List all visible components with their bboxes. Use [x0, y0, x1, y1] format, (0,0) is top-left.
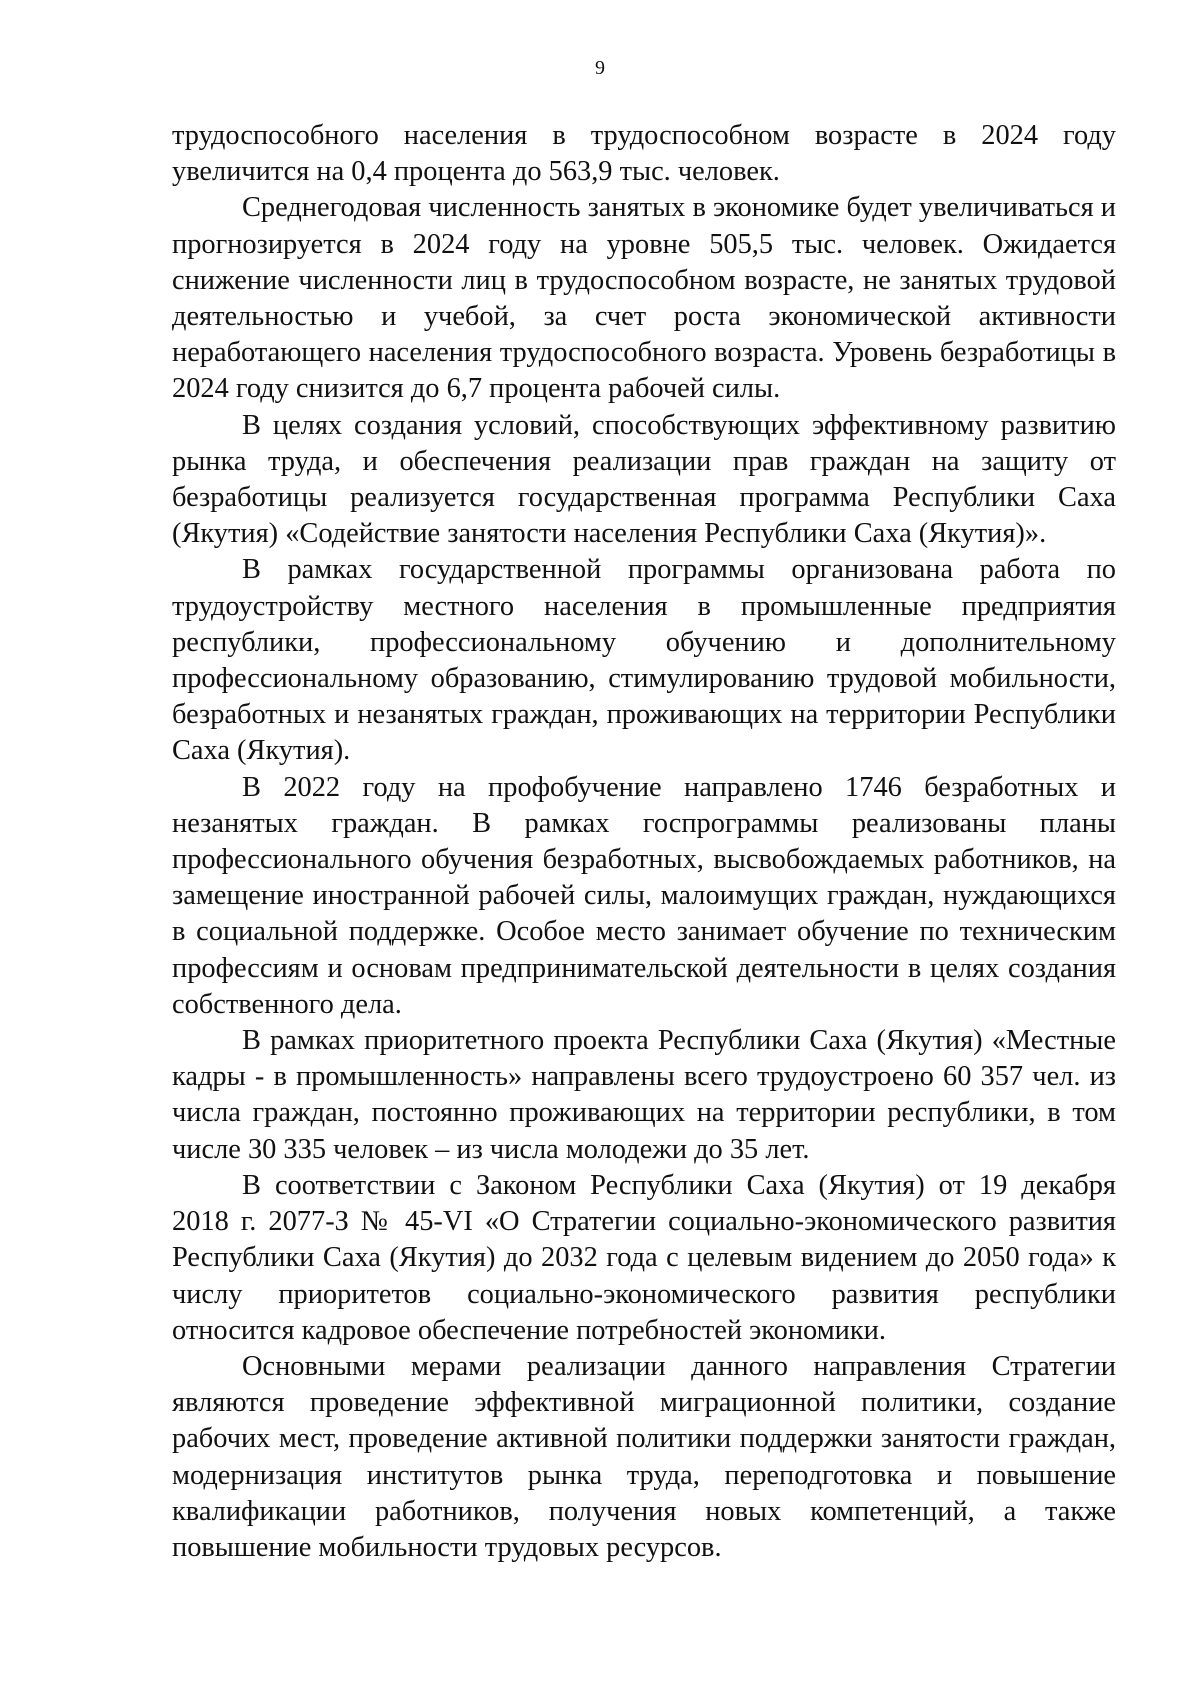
paragraph-vocational-training: В 2022 году на профобучение направлено 1746 безработных и незанятых граждан. В рамках госпрограммы реализованы планы профессионального обучения безработных, высвобождаемых работников, на замещение иностранной рабочей силы, малоимущих граждан, нуждающихся в социальной поддержке. Особое место занимает обучение по техническим профессиям и основам предпринимательской деятельности в целях создания собственного дела.: [172, 771, 1116, 1020]
paragraph-strategy-measures: Основными мерами реализации данного направления Стратегии являются проведение эффективной миграционной политики, создание рабочих мест, проведение активной политики поддержки занятости граждан, модернизация институтов рынка труда, переподготовка и повышение квалификации работников, получения новых компетенций, а также повышение мобильности трудовых ресурсов.: [172, 1350, 1116, 1563]
paragraph-employment-forecast: Среднегодовая численность занятых в экономике будет увеличиваться и прогнозируется в 2024 году на уровне 505,5 тыс. человек. Ожидается снижение численности лиц в трудоспособном возрасте, не занятых трудовой деятельностью и учебой, за счет роста экономической активности неработающего населения трудоспособного возраста. Уровень безработицы в 2024 году снизится до 6,7 процента рабочей силы.: [172, 192, 1116, 405]
paragraph-local-personnel-project: В рамках приоритетного проекта Республики Саха (Якутия) «Местные кадры - в промышленность» направлены всего трудоустроено 60 357 чел. из числа граждан, постоянно проживающих на территории республики, в том числе 30 335 человек – из числа молодежи до 35 лет.: [172, 1025, 1116, 1165]
page-number: 9: [595, 57, 605, 79]
paragraph-strategy-law: В соответствии с Законом Республики Саха (Якутия) от 19 декабря 2018 г. 2077-З № 45-VI «О Стратегии социально-экономического развития Республики Саха (Якутия) до 2032 года с целевым видением до 2050 года» к числу приоритетов социально-экономического развития республики относится кадровое обеспечение потребностей экономики.: [172, 1169, 1116, 1346]
document-body: [172, 118, 1116, 1566]
paragraph-program-work: В рамках государственной программы организована работа по трудоустройству местного населения в промышленные предприятия республики, профессиональному обучению и дополнительному профессиональному образованию, стимулированию трудовой мобильности, безработных и незанятых граждан, проживающих на территории Республики Саха (Якутия).: [172, 554, 1116, 767]
paragraph-state-program: В целях создания условий, способствующих эффективному развитию рынка труда, и обеспечения реализации прав граждан на защиту от безработицы реализуется государственная программа Республики Саха (Якутия) «Содействие занятости населения Республики Саха (Якутия)».: [172, 409, 1116, 550]
paragraph-continuation: трудоспособного населения в трудоспособном возрасте в 2024 году увеличится на 0,4 процента до 563,9 тыс. человек.: [172, 120, 1116, 188]
